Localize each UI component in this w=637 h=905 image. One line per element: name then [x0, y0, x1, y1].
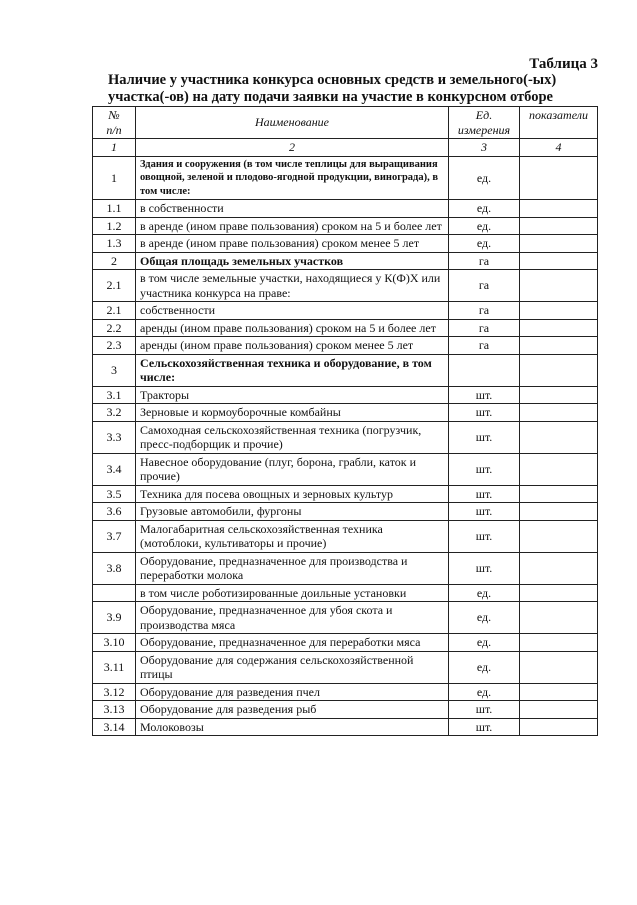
table-row	[93, 200, 598, 218]
row-unit: шт.	[449, 453, 520, 485]
row-unit: ед.	[449, 602, 520, 634]
row-unit: ед.	[449, 584, 520, 602]
column-number: 1	[93, 139, 136, 157]
row-value	[520, 319, 598, 337]
header-number: № п/п	[93, 107, 136, 139]
table-row	[93, 319, 598, 337]
table-row	[93, 302, 598, 320]
column-number: 2	[136, 139, 449, 157]
row-number: 3.5	[93, 485, 136, 503]
row-name: Молоковозы	[136, 718, 449, 736]
table-row	[93, 337, 598, 355]
header-unit: Ед. измерения	[449, 107, 520, 139]
row-unit: шт.	[449, 386, 520, 404]
row-number: 1.3	[93, 235, 136, 253]
row-unit: ед.	[449, 634, 520, 652]
row-name: Оборудование, предназначенное для переработки мяса	[136, 634, 449, 652]
row-value	[520, 453, 598, 485]
table-row	[93, 404, 598, 422]
row-value	[520, 584, 598, 602]
row-unit: шт.	[449, 421, 520, 453]
table-row	[93, 270, 598, 302]
row-unit: шт.	[449, 503, 520, 521]
row-unit: га	[449, 319, 520, 337]
row-value	[520, 602, 598, 634]
row-value	[520, 337, 598, 355]
row-value	[520, 386, 598, 404]
row-number: 3.8	[93, 552, 136, 584]
row-number: 3.9	[93, 602, 136, 634]
table-row	[93, 421, 598, 453]
row-unit: шт.	[449, 718, 520, 736]
column-numbers-row	[93, 139, 598, 157]
row-value	[520, 235, 598, 253]
table-row	[93, 503, 598, 521]
row-name: Общая площадь земельных участков	[136, 252, 449, 270]
row-number: 2.1	[93, 270, 136, 302]
row-number: 3.1	[93, 386, 136, 404]
row-unit: ед.	[449, 235, 520, 253]
table-row	[93, 485, 598, 503]
row-value	[520, 270, 598, 302]
row-number: 1.1	[93, 200, 136, 218]
row-number: 2.1	[93, 302, 136, 320]
row-value	[520, 252, 598, 270]
row-name: Оборудование для содержания сельскохозяйственной птицы	[136, 651, 449, 683]
row-unit: га	[449, 252, 520, 270]
row-number: 3.3	[93, 421, 136, 453]
row-unit: ед.	[449, 683, 520, 701]
table-row	[93, 683, 598, 701]
row-name: Оборудование для разведения рыб	[136, 701, 449, 719]
header-row	[93, 107, 598, 139]
row-unit: шт.	[449, 520, 520, 552]
row-value	[520, 683, 598, 701]
assets-table	[92, 106, 598, 736]
table-row	[93, 520, 598, 552]
header-value: показатели	[520, 107, 598, 139]
row-number: 1	[93, 156, 136, 200]
row-value	[520, 302, 598, 320]
row-number: 3.13	[93, 701, 136, 719]
row-name: Самоходная сельскохозяйственная техника (погрузчик, пресс-подборщик и прочие)	[136, 421, 449, 453]
row-name: Малогабаритная сельскохозяйственная техника (мотоблоки, культиваторы и прочие)	[136, 520, 449, 552]
row-name: Сельскохозяйственная техника и оборудование, в том числе:	[136, 354, 449, 386]
row-unit: га	[449, 302, 520, 320]
row-name: Тракторы	[136, 386, 449, 404]
table-row	[93, 354, 598, 386]
row-number: 2	[93, 252, 136, 270]
table-row	[93, 235, 598, 253]
row-number: 3.10	[93, 634, 136, 652]
row-name: аренды (ином праве пользования) сроком на 5 и более лет	[136, 319, 449, 337]
row-unit: ед.	[449, 156, 520, 200]
row-name: в аренде (ином праве пользования) сроком менее 5 лет	[136, 235, 449, 253]
row-value	[520, 421, 598, 453]
row-name: в том числе роботизированные доильные установки	[136, 584, 449, 602]
row-value	[520, 634, 598, 652]
table-number: Таблица 3	[529, 56, 598, 72]
table-row	[93, 602, 598, 634]
table-row	[93, 156, 598, 200]
table-row	[93, 386, 598, 404]
row-unit: ед.	[449, 200, 520, 218]
table-row	[93, 634, 598, 652]
row-value	[520, 156, 598, 200]
column-number: 4	[520, 139, 598, 157]
row-value	[520, 200, 598, 218]
row-value	[520, 718, 598, 736]
table-row	[93, 453, 598, 485]
row-unit: шт.	[449, 485, 520, 503]
row-value	[520, 354, 598, 386]
row-name: Оборудование для разведения пчел	[136, 683, 449, 701]
row-value	[520, 520, 598, 552]
row-value	[520, 503, 598, 521]
row-unit	[449, 354, 520, 386]
row-number: 3.4	[93, 453, 136, 485]
row-value	[520, 217, 598, 235]
row-name: Оборудование, предназначенное для убоя скота и производства мяса	[136, 602, 449, 634]
table-row	[93, 651, 598, 683]
table-row	[93, 252, 598, 270]
row-name: в собственности	[136, 200, 449, 218]
row-name: Техника для посева овощных и зерновых культур	[136, 485, 449, 503]
row-unit: ед.	[449, 217, 520, 235]
row-name: Навесное оборудование (плуг, борона, грабли, каток и прочие)	[136, 453, 449, 485]
row-number: 3.12	[93, 683, 136, 701]
row-value	[520, 701, 598, 719]
row-number: 2.3	[93, 337, 136, 355]
row-name: Грузовые автомобили, фургоны	[136, 503, 449, 521]
row-unit: шт.	[449, 701, 520, 719]
row-value	[520, 552, 598, 584]
row-name: в том числе земельные участки, находящиеся у К(Ф)Х или участника конкурса на праве:	[136, 270, 449, 302]
row-unit: га	[449, 337, 520, 355]
row-number: 3.14	[93, 718, 136, 736]
row-name: Зерновые и кормоуборочные комбайны	[136, 404, 449, 422]
row-unit: шт.	[449, 552, 520, 584]
row-unit: ед.	[449, 651, 520, 683]
row-name: аренды (ином праве пользования) сроком менее 5 лет	[136, 337, 449, 355]
table-row	[93, 552, 598, 584]
row-number: 3.6	[93, 503, 136, 521]
header-name: Наименование	[136, 107, 449, 139]
row-name: Оборудование, предназначенное для производства и переработки молока	[136, 552, 449, 584]
row-number	[93, 584, 136, 602]
table-row	[93, 701, 598, 719]
row-number: 3.2	[93, 404, 136, 422]
row-unit: шт.	[449, 404, 520, 422]
row-value	[520, 485, 598, 503]
table-row	[93, 584, 598, 602]
row-number: 3.11	[93, 651, 136, 683]
row-number: 2.2	[93, 319, 136, 337]
table-row	[93, 718, 598, 736]
document-title: Наличие у участника конкурса основных средств и земельного(-ых) участка(-ов) на дату подачи заявки на участие в конкурсном отборе	[108, 72, 557, 105]
row-name: собственности	[136, 302, 449, 320]
row-value	[520, 404, 598, 422]
table-row	[93, 217, 598, 235]
column-number: 3	[449, 139, 520, 157]
row-unit: га	[449, 270, 520, 302]
row-value	[520, 651, 598, 683]
row-number: 3.7	[93, 520, 136, 552]
row-number: 3	[93, 354, 136, 386]
row-name: в аренде (ином праве пользования) сроком на 5 и более лет	[136, 217, 449, 235]
row-number: 1.2	[93, 217, 136, 235]
row-name: Здания и сооружения (в том числе теплицы для выращивания овощной, зеленой и плодово-ягодной продукции, винограда), в том числе:	[136, 156, 449, 200]
